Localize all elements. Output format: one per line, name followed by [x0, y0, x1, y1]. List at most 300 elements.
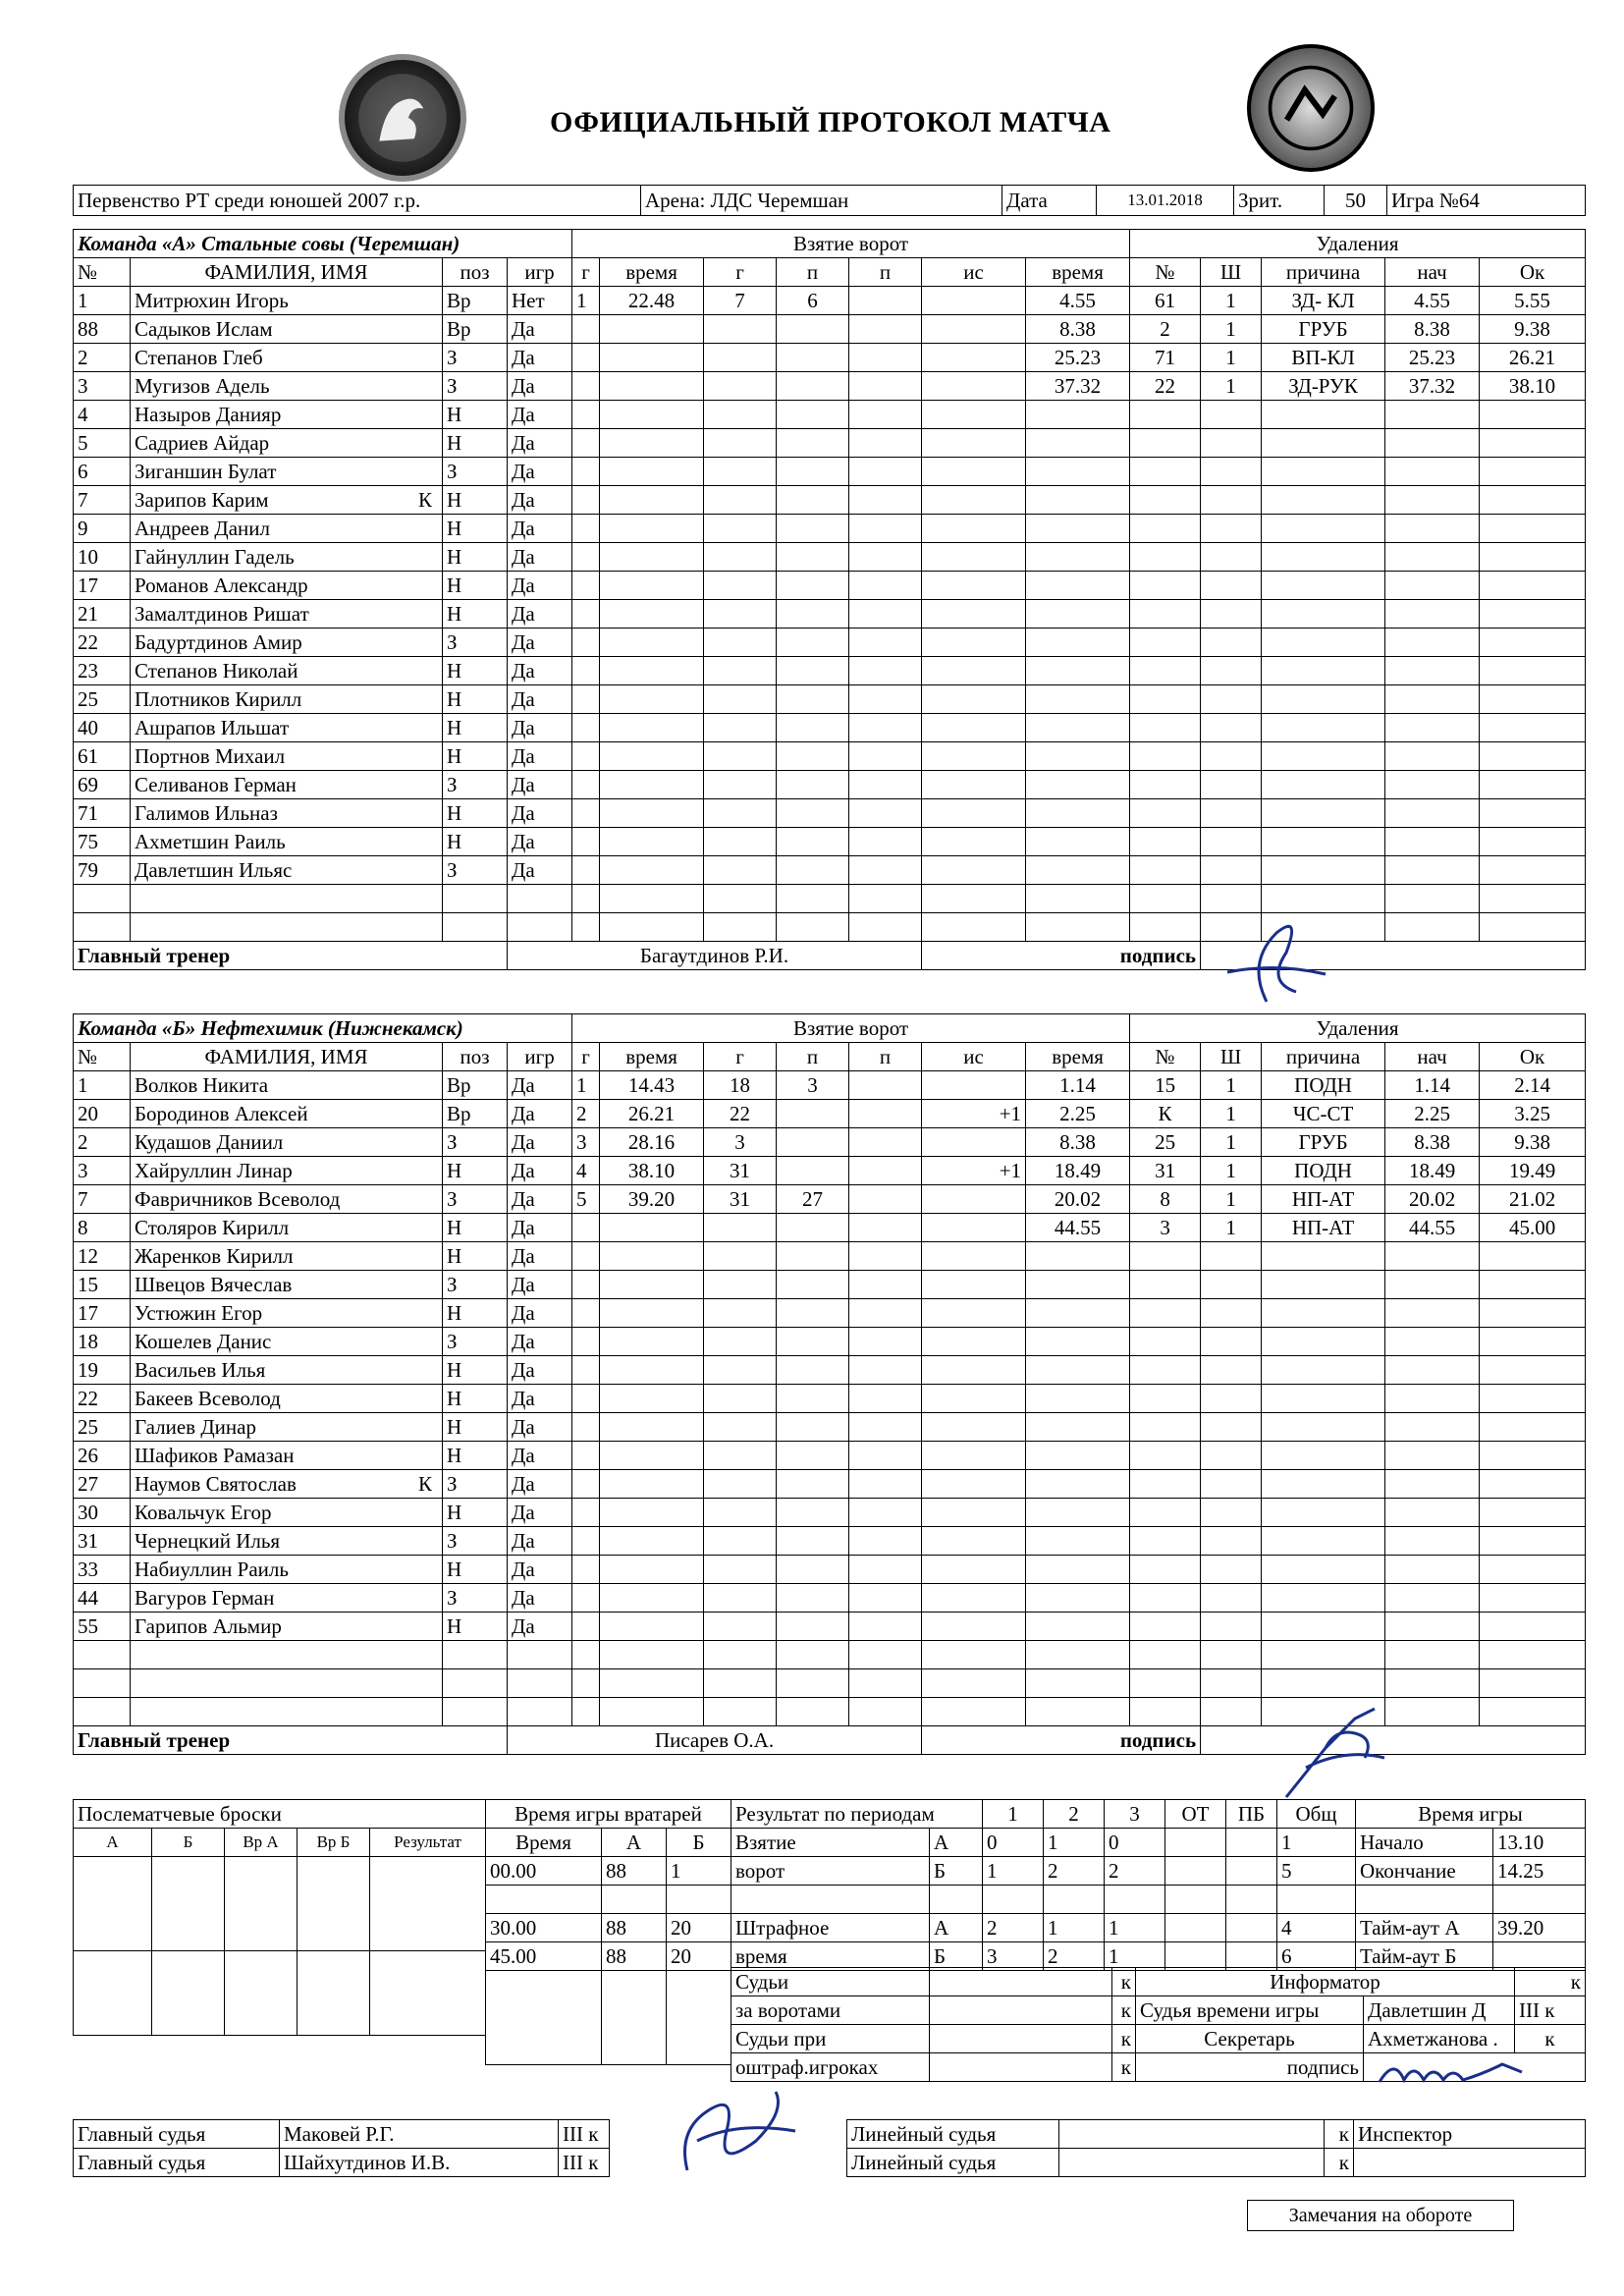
player-name-text: Чернецкий Илья: [135, 1529, 281, 1553]
penalty-reason: [1262, 600, 1385, 629]
player-name-text: Устюжин Егор: [135, 1301, 263, 1325]
penalty-end: 2.14: [1480, 1071, 1586, 1100]
arena: Арена: ЛДС Черемшан: [641, 186, 1002, 216]
player-played: Да: [508, 515, 572, 543]
penalty-end: 3.25: [1480, 1100, 1586, 1128]
goal-assist1: [777, 1242, 849, 1271]
penalty-time: [1026, 600, 1130, 629]
goal-assist1: [777, 685, 849, 714]
penalty-reason: [1262, 885, 1385, 913]
penalty-time: [1026, 856, 1130, 885]
pim-a-p: 1: [1105, 1914, 1165, 1942]
goalie-time-title: Время игры вратарей: [486, 1800, 731, 1829]
penalty-end: [1480, 685, 1586, 714]
goal-scorer: [704, 600, 777, 629]
penalty-minutes: [1201, 1641, 1262, 1669]
shootout-col: А: [74, 1829, 152, 1857]
player-name-text: Вагуров Герман: [135, 1586, 275, 1610]
player-position: З: [443, 1527, 508, 1556]
penalty-time: [1026, 1584, 1130, 1613]
penalty-start: [1385, 600, 1480, 629]
player-row: [74, 600, 1586, 629]
goal-number: [572, 629, 600, 657]
category-k: к: [1112, 2053, 1136, 2082]
goal-assist1: [777, 543, 849, 572]
goal-assist2: [849, 885, 922, 913]
player-row: [74, 1328, 1586, 1356]
player-row: [74, 1185, 1586, 1214]
player-number: 22: [74, 629, 131, 657]
player-number: 1: [74, 1071, 131, 1100]
penalty-minutes: [1201, 515, 1262, 543]
penalty-start: 25.23: [1385, 344, 1480, 372]
goal-scorer: [704, 429, 777, 458]
player-name-text: Фавричников Всеволод: [135, 1187, 341, 1211]
goal-scorer: [704, 401, 777, 429]
timeout-b-label: Тайм-аут Б: [1356, 1942, 1493, 1971]
goal-time: 38.10: [600, 1157, 704, 1185]
penalty-time: [1026, 885, 1130, 913]
player-position: Вр: [443, 315, 508, 344]
goal-assist1: [777, 401, 849, 429]
player-name: [131, 1242, 443, 1271]
penalty-time: [1026, 486, 1130, 515]
penalty-end: [1480, 1641, 1586, 1669]
penalty-player: 71: [1130, 344, 1201, 372]
col-pen-min: Ш: [1201, 258, 1262, 287]
player-number: 15: [74, 1271, 131, 1299]
penalty-time: [1026, 629, 1130, 657]
shootout-col: Результат: [370, 1829, 486, 1857]
goal-assist1: [777, 1356, 849, 1385]
player-number: 22: [74, 1385, 131, 1413]
goal-number: [572, 856, 600, 885]
penalty-start: [1385, 1271, 1480, 1299]
goal-assist1: [777, 1698, 849, 1726]
penalty-end: [1480, 885, 1586, 913]
penalty-end: 45.00: [1480, 1214, 1586, 1242]
penalty-time: [1026, 742, 1130, 771]
player-position: Вр: [443, 1071, 508, 1100]
col-reason: причина: [1262, 1043, 1385, 1071]
goal-number: [572, 572, 600, 600]
goal-scorer: [704, 685, 777, 714]
goal-time: [600, 1584, 704, 1613]
penalty-start: [1385, 458, 1480, 486]
penalty-minutes: [1201, 1413, 1262, 1442]
player-number: 6: [74, 458, 131, 486]
penalty-time: 8.38: [1026, 1128, 1130, 1157]
player-name-text: Зарипов Карим: [135, 488, 269, 512]
player-position: Н: [443, 543, 508, 572]
penalty-start: [1385, 1527, 1480, 1556]
goal-time: [600, 1413, 704, 1442]
penalty-time: [1026, 1413, 1130, 1442]
goal-assist2: [849, 1128, 922, 1157]
penalty-time: [1026, 1613, 1130, 1641]
penalty-reason: [1262, 742, 1385, 771]
goal-scorer: [704, 372, 777, 401]
penalty-minutes: [1201, 1499, 1262, 1527]
penalty-reason: [1262, 828, 1385, 856]
goals-label: Взятие: [731, 1829, 930, 1857]
player-played: Да: [508, 543, 572, 572]
goal-number: [572, 486, 600, 515]
goal-assist2: [849, 1613, 922, 1641]
goal-assist2: [849, 515, 922, 543]
category-k: к: [1515, 2025, 1586, 2053]
penalty-start: [1385, 799, 1480, 828]
penalty-minutes: [1201, 458, 1262, 486]
penalty-time: [1026, 771, 1130, 799]
player-name: [131, 1299, 443, 1328]
pim-b-total: 6: [1277, 1942, 1356, 1971]
player-name-text: Ахметшин Раиль: [135, 830, 286, 853]
goal-scorer: [704, 885, 777, 913]
col-pen-time: время: [1026, 258, 1130, 287]
player-name-text: Зиганшин Булат: [135, 460, 277, 483]
goal-number: [572, 315, 600, 344]
player-position: З: [443, 372, 508, 401]
goal-assist1: [777, 771, 849, 799]
penalty-time: 25.23: [1026, 344, 1130, 372]
goal-number: [572, 799, 600, 828]
ref-label: Главный судья: [74, 2120, 280, 2149]
penalty-end: [1480, 401, 1586, 429]
goal-assist1: [777, 629, 849, 657]
penalty-minutes: [1201, 1669, 1262, 1698]
goal-assist2: [849, 1413, 922, 1442]
player-played: Да: [508, 771, 572, 799]
goal-time: [600, 1271, 704, 1299]
goal-number: [572, 714, 600, 742]
penalty-player: [1130, 429, 1201, 458]
player-number: 25: [74, 685, 131, 714]
goal-time: [600, 458, 704, 486]
goal-situation: [922, 1470, 1026, 1499]
col-pen-time: время: [1026, 1043, 1130, 1071]
player-name-text: Ашрапов Ильшат: [135, 716, 290, 739]
penalty-player: [1130, 799, 1201, 828]
player-number: 30: [74, 1499, 131, 1527]
goal-time: [600, 315, 704, 344]
goal-number: 1: [572, 287, 600, 315]
pim-a-total: 4: [1277, 1914, 1356, 1942]
player-position: Н: [443, 429, 508, 458]
goal-number: [572, 742, 600, 771]
goals-b-p: 2: [1044, 1857, 1105, 1886]
goals-b-p: 1: [983, 1857, 1044, 1886]
goal-number: [572, 515, 600, 543]
goal-situation: [922, 572, 1026, 600]
goal-situation: [922, 372, 1026, 401]
player-row: [74, 1584, 1586, 1613]
goal-time: [600, 771, 704, 799]
player-played: Да: [508, 1328, 572, 1356]
goal-number: 2: [572, 1100, 600, 1128]
penalty-reason: [1262, 543, 1385, 572]
goal-number: [572, 828, 600, 856]
goal-assist2: [849, 1071, 922, 1100]
penalty-end: [1480, 657, 1586, 685]
goalie-time: 45.00: [486, 1942, 602, 1971]
player-played: Да: [508, 372, 572, 401]
team-title: Команда «А» Стальные совы (Черемшан): [74, 230, 572, 258]
penalty-end: 9.38: [1480, 315, 1586, 344]
goal-assist2: [849, 1214, 922, 1242]
player-number: 17: [74, 1299, 131, 1328]
player-number: 21: [74, 600, 131, 629]
goal-time: [600, 543, 704, 572]
goal-number: [572, 1413, 600, 1442]
player-name: [131, 486, 443, 515]
player-played: Да: [508, 1356, 572, 1385]
penalty-start: [1385, 1584, 1480, 1613]
penalty-reason: [1262, 1669, 1385, 1698]
penalty-time: [1026, 458, 1130, 486]
penalty-player: 2: [1130, 315, 1201, 344]
penalty-player: 3: [1130, 1214, 1201, 1242]
goal-assist2: [849, 315, 922, 344]
penalty-start: [1385, 543, 1480, 572]
player-number: [74, 885, 131, 913]
goal-situation: [922, 714, 1026, 742]
end-value: 14.25: [1493, 1857, 1586, 1886]
penalty-end: [1480, 515, 1586, 543]
penalty-reason: [1262, 799, 1385, 828]
penalty-start: [1385, 629, 1480, 657]
player-played: Да: [508, 1100, 572, 1128]
player-row: [74, 1128, 1586, 1157]
goal-number: [572, 1669, 600, 1698]
col-situation: ис: [922, 1043, 1026, 1071]
goal-judges-label: Судьи: [731, 1968, 930, 1996]
penalty-minutes: 1: [1201, 1100, 1262, 1128]
goal-situation: [922, 856, 1026, 885]
captain-mark: К: [417, 488, 432, 512]
penalty-player: [1130, 515, 1201, 543]
player-name: [131, 600, 443, 629]
player-played: Да: [508, 1128, 572, 1157]
game-time-table: [1355, 1799, 1586, 1971]
penalty-reason: [1262, 629, 1385, 657]
player-row: [74, 1669, 1586, 1698]
goal-number: 5: [572, 1185, 600, 1214]
goal-scorer: [704, 657, 777, 685]
player-name-text: Плотников Кирилл: [135, 687, 302, 711]
player-name: [131, 657, 443, 685]
player-row: [74, 799, 1586, 828]
signature-label: подпись: [1136, 2053, 1364, 2082]
goal-situation: [922, 885, 1026, 913]
goal-situation: [922, 1698, 1026, 1726]
penalty-start: [1385, 742, 1480, 771]
tatarstan-emblem-logo: [339, 54, 466, 182]
goal-scorer: [704, 714, 777, 742]
penalty-time: [1026, 401, 1130, 429]
goal-number: [572, 1328, 600, 1356]
player-number: 10: [74, 543, 131, 572]
penalty-minutes: [1201, 429, 1262, 458]
player-played: Да: [508, 572, 572, 600]
player-position: Н: [443, 1214, 508, 1242]
player-row: [74, 1470, 1586, 1499]
penalty-reason: [1262, 1271, 1385, 1299]
penalty-player: [1130, 572, 1201, 600]
player-name: [131, 1698, 443, 1726]
player-name-text: Бакеев Всеволод: [135, 1387, 281, 1410]
goal-assist1: [777, 1214, 849, 1242]
goals-a-p: 0: [983, 1829, 1044, 1857]
goal-number: [572, 600, 600, 629]
penalty-minutes: [1201, 543, 1262, 572]
player-position: Н: [443, 1157, 508, 1185]
player-row: [74, 1157, 1586, 1185]
player-played: [508, 913, 572, 942]
player-row: [74, 1385, 1586, 1413]
penalty-player: [1130, 885, 1201, 913]
goal-assist2: [849, 771, 922, 799]
penalty-player: [1130, 1328, 1201, 1356]
team-letter: Б: [930, 1942, 983, 1971]
player-played: Да: [508, 1385, 572, 1413]
goal-scorer: [704, 771, 777, 799]
penalty-minutes: [1201, 1242, 1262, 1271]
player-name-text: Мугизов Адель: [135, 374, 270, 398]
player-row: [74, 287, 1586, 315]
penalty-end: [1480, 543, 1586, 572]
penalty-start: [1385, 1385, 1480, 1413]
shootout-table: [73, 1799, 486, 2036]
inspector-label: Инспектор: [1354, 2120, 1586, 2149]
goal-situation: [922, 742, 1026, 771]
goal-situation: [922, 1356, 1026, 1385]
player-name-text: Бородинов Алексей: [135, 1102, 308, 1125]
player-played: Да: [508, 856, 572, 885]
goal-assist1: [777, 1413, 849, 1442]
penalty-end: [1480, 742, 1586, 771]
player-row: [74, 1356, 1586, 1385]
goal-time: [600, 572, 704, 600]
goal-number: [572, 1613, 600, 1641]
pim-b-p: 2: [1044, 1942, 1105, 1971]
player-name-text: Селиванов Герман: [135, 773, 297, 796]
timekeeper-label: Судья времени игры: [1136, 1996, 1364, 2025]
player-position: З: [443, 1584, 508, 1613]
penalty-start: 20.02: [1385, 1185, 1480, 1214]
team-a-table: [73, 229, 1586, 970]
penalty-start: [1385, 1698, 1480, 1726]
goal-number: [572, 685, 600, 714]
goal-number: [572, 771, 600, 799]
penalty-reason: [1262, 1299, 1385, 1328]
player-number: 3: [74, 372, 131, 401]
player-position: Н: [443, 572, 508, 600]
timeout-a-value: 39.20: [1493, 1914, 1586, 1942]
player-played: Да: [508, 458, 572, 486]
player-row: [74, 1100, 1586, 1128]
penalty-minutes: [1201, 1527, 1262, 1556]
goal-assist2: [849, 714, 922, 742]
penalty-end: [1480, 1442, 1586, 1470]
team-b-table: [73, 1013, 1586, 1755]
goal-assist1: [777, 1385, 849, 1413]
goal-number: [572, 1584, 600, 1613]
goal-situation: [922, 1641, 1026, 1669]
goal-time: [600, 856, 704, 885]
col-assist2: п: [849, 258, 922, 287]
player-row: [74, 885, 1586, 913]
col-reason: причина: [1262, 258, 1385, 287]
goal-assist1: [777, 458, 849, 486]
penalty-start: [1385, 429, 1480, 458]
goal-judges-label: за воротами: [731, 1996, 930, 2025]
penalty-reason: НП-АТ: [1262, 1185, 1385, 1214]
goal-assist1: [777, 1271, 849, 1299]
penalty-start: [1385, 1242, 1480, 1271]
goal-number: 4: [572, 1157, 600, 1185]
penalty-reason: [1262, 1613, 1385, 1641]
col-name: ФАМИЛИЯ, ИМЯ: [131, 1043, 443, 1071]
goal-situation: [922, 799, 1026, 828]
goal-time: [600, 344, 704, 372]
penalty-player: К: [1130, 1100, 1201, 1128]
penalty-end: [1480, 1299, 1586, 1328]
col-scorer: г: [704, 1043, 777, 1071]
penalty-reason: [1262, 771, 1385, 799]
player-name: [131, 287, 443, 315]
goal-assist2: [849, 657, 922, 685]
penalty-end: [1480, 572, 1586, 600]
federation-seal-logo: [1247, 44, 1375, 172]
goal-time: [600, 1442, 704, 1470]
category-k: к: [1515, 1968, 1586, 1996]
goal-scorer: 3: [704, 1128, 777, 1157]
penalty-player: [1130, 1527, 1201, 1556]
player-played: Да: [508, 486, 572, 515]
goal-situation: [922, 1584, 1026, 1613]
goal-time: 28.16: [600, 1128, 704, 1157]
goal-situation: [922, 1214, 1026, 1242]
penalty-start: [1385, 913, 1480, 942]
goals-section-title: Взятие ворот: [572, 1014, 1130, 1043]
penalty-minutes: 1: [1201, 1214, 1262, 1242]
penalty-player: 22: [1130, 372, 1201, 401]
goal-assist2: [849, 629, 922, 657]
player-played: [508, 885, 572, 913]
goal-number: [572, 1242, 600, 1271]
goalie-col: А: [602, 1829, 667, 1857]
player-played: Да: [508, 1613, 572, 1641]
goal-situation: [922, 629, 1026, 657]
penalties-section-title: Удаления: [1130, 1014, 1586, 1043]
goal-time: [600, 1613, 704, 1641]
goal-assist2: [849, 287, 922, 315]
player-row: [74, 1698, 1586, 1726]
judges-table: [731, 1967, 1586, 2082]
col-assist2: п: [849, 1043, 922, 1071]
penalty-reason: [1262, 657, 1385, 685]
ref2-name: Шайхутдинов И.В.: [280, 2149, 559, 2177]
goal-assist1: [777, 1527, 849, 1556]
goal-number: [572, 1499, 600, 1527]
player-number: 2: [74, 344, 131, 372]
pim-b-p: 1: [1105, 1942, 1165, 1971]
player-name: [131, 1356, 443, 1385]
player-position: Н: [443, 1356, 508, 1385]
col-goal: г: [572, 258, 600, 287]
penalty-end: [1480, 1413, 1586, 1442]
